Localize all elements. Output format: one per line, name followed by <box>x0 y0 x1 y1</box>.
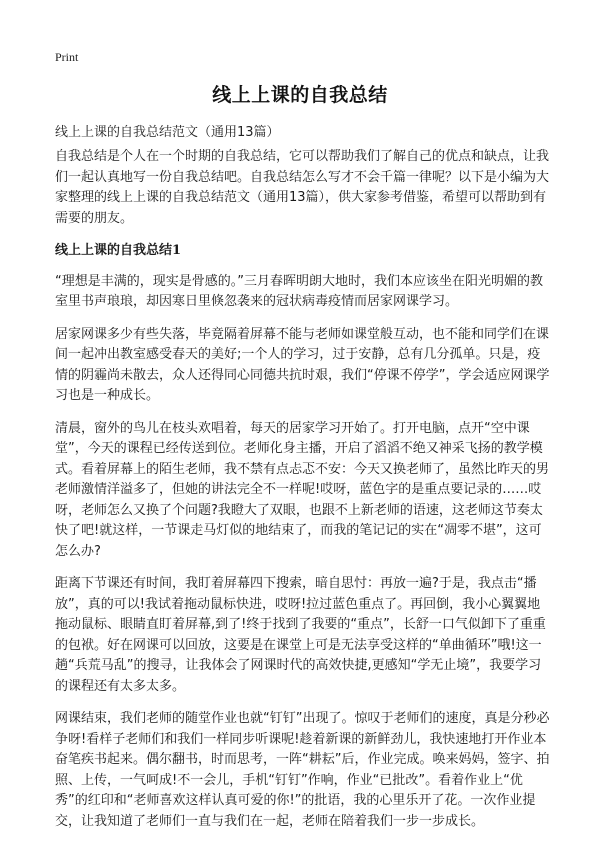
body-paragraph: 居家网课多少有些失落，毕竟隔着屏幕不能与老师如课堂般互动，也不能和同学们在课间一起冲出教室感受春天的美好;一个人的学习，过于安静，总有几分孤单。只是，疫情的阴霾尚未散去，众人还得同心同德共抗时艰，我们“停课不停学”，学会适应网课学习也是一种成长。 <box>55 326 550 403</box>
body-paragraph: 清晨，窗外的鸟儿在枝头欢唱着，每天的居家学习开始了。打开电脑，点开“空中课堂”，今天的课程已经传送到位。老师化身主播，开启了滔滔不绝又神采飞扬的教学模式。看着屏幕上的陌生老师，我不禁有点忐忑不安：今天又换老师了，虽然比昨天的男老师激情洋溢多了，但她的讲法完全不一样呢!哎呀，蓝色字的是重点要记录的……哎呀，老师怎么又换了个问题?我瞪大了双眼，也跟不上新老师的语速，这老师这节奏太快了吧!就这样，一节课走马灯似的地结束了，而我的笔记记的实在“凋零不堪”，这可怎么办? <box>55 420 550 559</box>
body-paragraph: 距离下节课还有时间，我盯着屏幕四下搜索，暗自思忖：再放一遍?于是，我点击“播放”，真的可以!我试着拖动鼠标快进，哎呀!拉过蓝色重点了。再回倒，我小心翼翼地拖动鼠标、眼睛直盯着屏幕,到了!终于找到了我要的“重点”，长舒一口气似卸下了重重的包袱。好在网课可以回放，这要是在课堂上可是无法享受这样的“单曲循环”哦!这一趟“兵荒马乱”的搜寻，让我体会了网课时代的高效快捷,更感知“学无止境”，我要学习的课程还有太多太多。 <box>55 576 546 694</box>
document-subtitle: 线上上课的自我总结范文（通用13篇） <box>55 125 280 140</box>
document-title: 线上上课的自我总结 <box>212 84 388 106</box>
document-body <box>55 147 551 844</box>
body-paragraph: 网课结束，我们老师的随堂作业也就“钉钉”出现了。惊叹于老师们的速度，真是分秒必争呀!看样子老师们和我们一样同步听课呢!趁着新课的新鲜劲儿，我快速地打开作业本奋笔疾书起来。偶尔翻书，时而思考，一阵“耕耘”后，作业完成。唤来妈妈，签字、拍照、上传，一气呵成!不一会儿，手机“钉钉”作响，作业“已批改”。看着作业上“优秀”的红印和“老师喜欢这样认真可爱的你!”的批语，我的心里乐开了花。一次作业提交，让我知道了老师们一直与我们在一起，老师在陪着我们一步一步成长。 <box>55 711 550 829</box>
body-paragraph: “理想是丰满的，现实是骨感的。”三月春晖明朗大地时，我们本应该坐在阳光明媚的教室里书声琅琅，却因寒日里倏忽袭来的冠状病毒疫情而居家网课学习。 <box>55 273 543 309</box>
print-link[interactable]: Print <box>55 50 79 64</box>
section-heading: 线上上课的自我总结1 <box>55 243 182 258</box>
intro-paragraph: 自我总结是个人在一个时期的自我总结，它可以帮助我们了解自己的优点和缺点，让我们一起认真地写一份自我总结吧。自我总结怎么写才不会千篇一律呢？以下是小编为大家整理的线上上课的自我总结范文（通用13篇），供大家参考借鉴，希望可以帮助到有需要的朋友。 <box>55 149 550 226</box>
